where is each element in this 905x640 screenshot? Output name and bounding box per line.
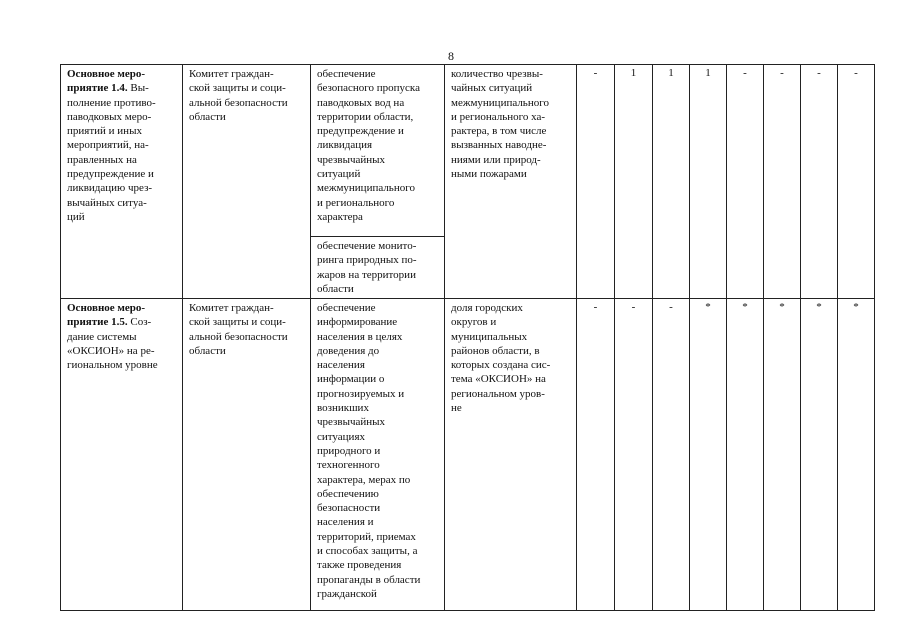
activity-title-text: Вы- полнение противо- паводковых меро- приятий и иных мероприятий, на- правленных на предупреждение и ликвидацию чрез- вычайных ситуа- ций: [67, 82, 156, 223]
table-row: [61, 65, 875, 237]
year-value-cell: 1: [653, 65, 690, 299]
task-cell: обеспечение информирование населения в целях доведения до населения информации о прогнозируемых и возникших чрезвычайных ситуациях природного и техногенного характера, мерах по обеспечению безопасности населения и территорий, приемах и способах защиты, а также проведения пропаганды в области гражданской: [311, 299, 445, 611]
task-cell: обеспечение монито- ринга природных по- жаров на территории области: [311, 237, 445, 299]
year-value-cell: -: [615, 299, 653, 611]
year-value-cell: *: [727, 299, 764, 611]
year-value-cell: -: [577, 65, 615, 299]
table-row: [61, 299, 875, 611]
executor-cell: Комитет граждан- ской защиты и соци- альной безопасности области: [183, 65, 311, 299]
executor-cell: Комитет граждан- ской защиты и соци- альной безопасности области: [183, 299, 311, 611]
task-cell: обеспечение безопасного пропуска паводковых вод на территории области, предупреждение и ликвидация чрезвычайных ситуаций межмуниципального и регионального характера: [311, 65, 445, 237]
activity-title-cell: [61, 299, 183, 611]
activity-title-bold: Основное меро- приятие 1.4.: [67, 68, 146, 95]
year-value-cell: *: [690, 299, 727, 611]
year-value-cell: -: [653, 299, 690, 611]
activity-title-bold: Основное меро- приятие 1.5.: [67, 302, 146, 329]
year-value-cell: 1: [615, 65, 653, 299]
year-value-cell: -: [764, 65, 801, 299]
year-value-cell: -: [838, 65, 875, 299]
year-value-cell: *: [801, 299, 838, 611]
indicator-cell: доля городских округов и муниципальных районов области, в которых создана сис- тема «ОКСИОН» на региональном уров- не: [445, 299, 577, 611]
year-value-cell: 1: [690, 65, 727, 299]
program-activities-table: [60, 64, 875, 611]
year-value-cell: *: [764, 299, 801, 611]
year-value-cell: -: [727, 65, 764, 299]
year-value-cell: -: [577, 299, 615, 611]
year-value-cell: *: [838, 299, 875, 611]
year-value-cell: -: [801, 65, 838, 299]
page-number: 8: [448, 49, 454, 63]
activity-title-text: Соз- дание системы «ОКСИОН» на ре- гиональном уровне: [67, 316, 158, 372]
activity-title-cell: [61, 65, 183, 299]
indicator-cell: количество чрезвы- чайных ситуаций межмуниципального и регионального ха- рактера, в том числе вызванных наводне- ниями или природ- ными пожарами: [445, 65, 577, 299]
